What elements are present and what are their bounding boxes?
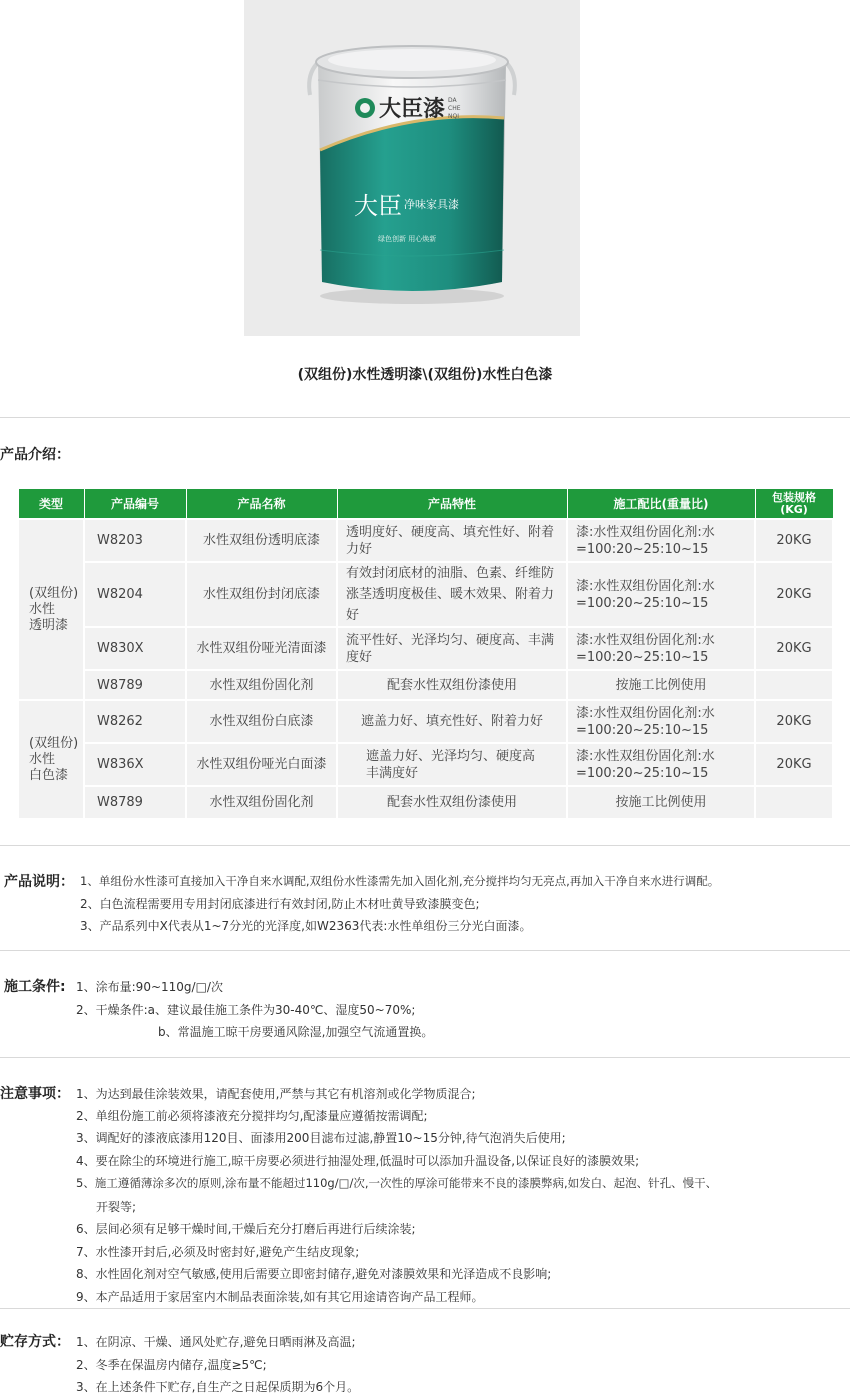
divider: [0, 1057, 850, 1058]
code-cell: W8203: [84, 519, 186, 562]
storage-heading: 贮存方式：: [0, 1334, 70, 1350]
description-line: 1、单组份水性漆可直接加入干净自来水调配,双组份水性漆需先加入固化剂,充分搅拌均匀无亮点,再加入干净自来水进行调配。: [80, 874, 720, 888]
product-spec-table: [17, 488, 834, 820]
features-cell: 遮盖力好、填充性好、附着力好: [337, 700, 567, 743]
package-cell: 20KG: [755, 627, 833, 670]
image-brand: 大臣漆: [379, 97, 446, 122]
name-cell: 水性双组份透明底漆: [186, 519, 337, 562]
features-cell: 遮盖力好、光泽均匀、硬度高丰满度好: [337, 743, 567, 786]
ratio-cell: 漆:水性双组份固化剂:水=100:20~25:10~15: [567, 743, 755, 786]
divider: [0, 950, 850, 951]
construction-line: 1、涂布量:90~110g/□/次: [76, 980, 223, 994]
image-tagline: 绿色创新 用心焕新: [378, 235, 437, 243]
col-header-type: 类型: [18, 489, 84, 520]
features-cell: 配套水性双组份漆使用: [337, 786, 567, 819]
type-cell: (双组份) 水性 透明漆: [18, 519, 84, 700]
col-header-ratio: 施工配比(重量比): [567, 489, 755, 520]
features-cell: 流平性好、光泽均匀、硬度高、丰满度好: [337, 627, 567, 670]
name-cell: 水性双组份白底漆: [186, 700, 337, 743]
paint-can-illustration: [244, 0, 580, 336]
ratio-cell: 按施工比例使用: [567, 670, 755, 700]
divider: [0, 417, 850, 418]
name-cell: 水性双组份封闭底漆: [186, 562, 337, 627]
product-image: [244, 0, 580, 336]
ratio-cell: 漆:水性双组份固化剂:水=100:20~25:10~15: [567, 627, 755, 670]
table-row: [18, 700, 833, 743]
col-header-package: 包装规格 (KG): [755, 489, 833, 520]
package-cell: 20KG: [755, 743, 833, 786]
type-cell: (双组份) 水性 白色漆: [18, 700, 84, 819]
package-cell: 20KG: [755, 562, 833, 627]
name-cell: 水性双组份固化剂: [186, 670, 337, 700]
description-line: 2、白色流程需要用专用封闭底漆进行有效封闭,防止木材吐黄导致漆膜变色;: [80, 897, 480, 911]
name-cell: 水性双组份哑光清面漆: [186, 627, 337, 670]
notes-line: 8、水性固化剂对空气敏感,使用后需要立即密封储存,避免对漆膜效果和光泽造成不良影响;: [76, 1267, 552, 1281]
svg-text:CHE: CHE: [448, 105, 461, 112]
code-cell: W830X: [84, 627, 186, 670]
code-cell: W836X: [84, 743, 186, 786]
code-cell: W8204: [84, 562, 186, 627]
storage-line: 3、在上述条件下贮存,自生产之日起保质期为6个月。: [76, 1380, 360, 1394]
notes-line: 1、为达到最佳涂装效果，请配套使用,严禁与其它有机溶剂或化学物质混合;: [76, 1087, 476, 1101]
package-cell: [755, 786, 833, 819]
features-cell: 有效封闭底材的油脂、色素、纤维防涨茎透明度极佳、暖木效果、附着力好: [337, 562, 567, 627]
construction-line: 2、干燥条件:a、建议最佳施工条件为30-40℃、湿度50~70%;: [76, 1003, 416, 1017]
ratio-cell: 漆:水性双组份固化剂:水=100:20~25:10~15: [567, 700, 755, 743]
table-header-row: [18, 489, 833, 520]
notes-line: 9、本产品适用于家居室内木制品表面涂装,如有其它用途请咨询产品工程师。: [76, 1290, 484, 1304]
divider: [0, 845, 850, 846]
construction-heading: 施工条件:: [4, 979, 66, 995]
table-row: [18, 627, 833, 670]
package-cell: [755, 670, 833, 700]
notes-line: 开裂等;: [96, 1200, 137, 1214]
ratio-cell: 按施工比例使用: [567, 786, 755, 819]
code-cell: W8789: [84, 786, 186, 819]
notes-line: 5、施工遵循薄涂多次的原则,涂布量不能超过110g/□/次,一次性的厚涂可能带来不良的漆膜弊病,如发白、起泡、针孔、慢干、: [76, 1176, 718, 1190]
divider: [0, 1308, 850, 1309]
storage-line: 2、冬季在保温房内储存,温度≥5℃;: [76, 1358, 267, 1372]
description-heading: 产品说明：: [4, 874, 74, 890]
notes-line: 7、水性漆开封后,必须及时密封好,避免产生结皮现象;: [76, 1245, 360, 1259]
package-cell: 20KG: [755, 700, 833, 743]
ratio-cell: 漆:水性双组份固化剂:水=100:20~25:10~15: [567, 519, 755, 562]
notes-heading: 注意事项：: [0, 1086, 70, 1102]
table-row: [18, 519, 833, 562]
construction-line: b、常温施工晾干房要通风除湿,加强空气流通置换。: [158, 1025, 434, 1039]
ratio-cell: 漆:水性双组份固化剂:水=100:20~25:10~15: [567, 562, 755, 627]
col-header-features: 产品特性: [337, 489, 567, 520]
notes-line: 6、层间必须有足够干燥时间,干燥后充分打磨后再进行后续涂装;: [76, 1222, 416, 1236]
notes-line: 4、要在除尘的环境进行施工,晾干房要必须进行抽湿处理,低温时可以添加升温设备,以保证良好的漆膜效果;: [76, 1154, 640, 1168]
storage-line: 1、在阴凉、干燥、通风处贮存,避免日晒雨淋及高温;: [76, 1335, 356, 1349]
description-line: 3、产品系列中X代表从1~7分光的光泽度,如W2363代表:水性单组份三分光白面漆。: [80, 919, 532, 933]
table-row: [18, 562, 833, 627]
intro-heading: 产品介绍：: [0, 447, 70, 463]
notes-line: 3、调配好的漆液底漆用120目、面漆用200目滤布过滤,静置10~15分钟,待气泡消失后使用;: [76, 1131, 566, 1145]
features-cell: 配套水性双组份漆使用: [337, 670, 567, 700]
product-title: (双组份)水性透明漆\(双组份)水性白色漆: [297, 367, 553, 383]
svg-text:DA: DA: [448, 97, 457, 104]
table-row: [18, 670, 833, 700]
col-header-code: 产品编号: [84, 489, 186, 520]
name-cell: 水性双组份固化剂: [186, 786, 337, 819]
features-cell: 透明度好、硬度高、填充性好、附着力好: [337, 519, 567, 562]
package-cell: 20KG: [755, 519, 833, 562]
table-row: [18, 786, 833, 819]
code-cell: W8789: [84, 670, 186, 700]
table-row: [18, 743, 833, 786]
name-cell: 水性双组份哑光白面漆: [186, 743, 337, 786]
notes-line: 2、单组份施工前必须将漆液充分搅拌均匀,配漆量应遵循按需调配;: [76, 1109, 428, 1123]
image-slogan-sub: 净味家具漆: [404, 198, 459, 211]
image-slogan-main: 大臣: [354, 192, 402, 220]
col-header-name: 产品名称: [186, 489, 337, 520]
code-cell: W8262: [84, 700, 186, 743]
svg-text:NQI: NQI: [448, 113, 459, 120]
